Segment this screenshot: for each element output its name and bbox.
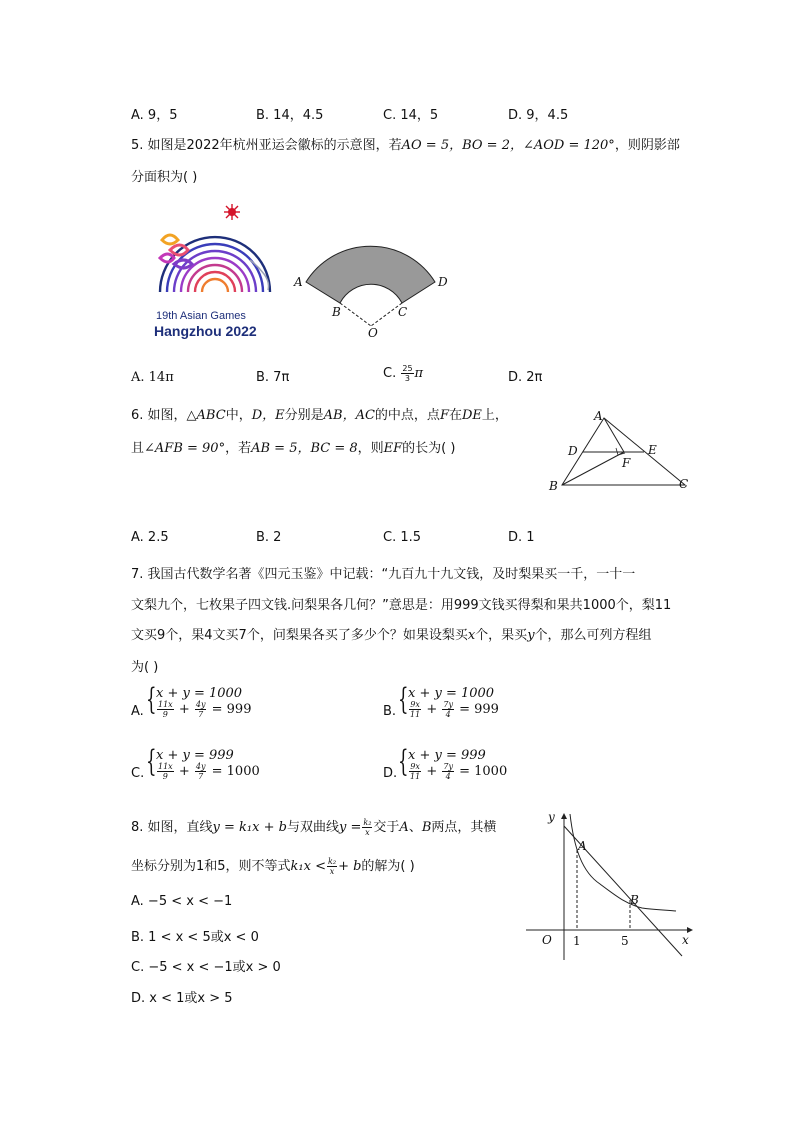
q7-l3-t0: 文买9个，果4文买7个，问梨果各买了多少个？如果设梨买 [131, 628, 468, 643]
q8-t2: 交于 [373, 820, 400, 835]
q6-l2-t3: 的长为( ) [402, 441, 456, 456]
q8-t4: 两点，其横 [431, 820, 497, 835]
q8-m2: y = [338, 820, 362, 835]
q5-c-label: C. [383, 366, 397, 381]
label-E: E [648, 443, 657, 457]
q7-a-d2: 7 [198, 710, 204, 719]
q6-l2-m3: EF [383, 441, 403, 456]
q8-fraction-k2-x [362, 818, 372, 837]
dashed-bo [340, 303, 371, 326]
q6-m2: D，E [251, 408, 285, 423]
label-C: C [679, 477, 689, 491]
hyperbola-curve [570, 814, 676, 911]
q8-l2-m1: k₁x < [290, 859, 326, 874]
q5-option-d: D. 2π [508, 370, 543, 385]
q6-l2-t0: 且 [131, 441, 145, 456]
q5-c-num: 25 [402, 364, 413, 373]
q7-d-eq2: $\frac{9x}{11}$ + $\frac{7y}{4}$ = 1000 [410, 762, 508, 781]
q7-a-eq2: $\frac{11x}{9}$ + $\frac{4y}{7}$ = 999 [158, 700, 252, 719]
q8-option-a: A. −5 < x < −1 [131, 894, 233, 909]
q7-c-d1: 9 [162, 772, 168, 781]
q5-fan-figure [290, 236, 460, 342]
label-B: B [630, 893, 639, 907]
label-O: O [542, 933, 552, 947]
q7-l3-m1: x [467, 628, 476, 643]
q7-a-rhs: = 999 [211, 702, 252, 717]
label-D: D [568, 444, 578, 458]
label-x: x [682, 933, 689, 947]
label-A: A [578, 839, 587, 853]
label-D: D [438, 275, 448, 289]
q7-stem-line1: 7. 我国古代数学名著《四元玉鉴》中记载：“九百九十九文钱，及时梨果买一千，一十一 [131, 567, 636, 582]
q8-option-d: D. x < 1或x > 5 [131, 991, 233, 1006]
q6-stem-line1 [131, 404, 508, 423]
segment-af [604, 418, 624, 452]
q6-triangle-figure [540, 402, 700, 497]
q8-l2-fd: x [329, 867, 335, 876]
q4-option-b: B. 14，4.5 [256, 108, 324, 123]
q6-m3: AB，AC [323, 408, 375, 423]
q7-d-eq1: x + y = 999 [408, 748, 486, 763]
q6-l2-t1: ，若 [225, 441, 252, 456]
q8-t1: 与双曲线 [286, 820, 339, 835]
brace-icon: { [146, 744, 157, 779]
q7-c-eq2: $\frac{11x}{9}$ + $\frac{4y}{7}$ = 1000 [158, 762, 260, 781]
q8-t3: 、 [408, 820, 422, 835]
q7-a-n1: 11x [158, 700, 173, 709]
q7-b-d2: 4 [445, 710, 451, 719]
q8-m4: B [421, 820, 432, 835]
q4-option-a: A. 9，5 [131, 108, 178, 123]
q7-l3-t1: 个，果买 [475, 628, 528, 643]
q5-c-pi: π [414, 366, 424, 381]
brace-icon: { [398, 744, 409, 779]
logo-text-asian-games: 19th Asian Games [156, 310, 246, 322]
q5-option-a: A. 14π [131, 370, 174, 385]
q8-fd: x [365, 828, 370, 837]
q7-c-n1: 11x [158, 762, 173, 771]
q5-c-fraction [401, 364, 413, 383]
q7-b-eq2: $\frac{9x}{11}$ + $\frac{7y}{4}$ = 999 [410, 700, 499, 719]
q7-c-eq1: x + y = 999 [156, 748, 234, 763]
q8-l2-t1: 的解为( ) [361, 859, 415, 874]
q8-stem-line1 [131, 816, 496, 837]
q7-b-rhs: = 999 [459, 702, 499, 717]
q7-option-b-system [398, 682, 538, 726]
q5-c-den: 3 [404, 374, 410, 383]
q7-stem-line3 [131, 624, 652, 643]
q6-t1: 中， [225, 408, 252, 423]
q7-d-d1: 11 [410, 772, 421, 781]
q6-option-b: B. 2 [256, 530, 282, 545]
q7-option-d-system [398, 744, 538, 788]
label-A: A [294, 275, 303, 289]
label-B: B [549, 479, 558, 493]
q7-stem-line2: 文梨九个，七枚果子四文钱.问梨果各几何？”意思是：用999文钱买得梨和果共1000个，梨11 [131, 598, 672, 613]
q5-stem-line1 [131, 134, 680, 153]
q7-option-c-system [146, 744, 286, 788]
q7-a-n2: 4y [195, 700, 206, 709]
q8-l2-t0: 坐标分别为1和5，则不等式 [131, 859, 291, 874]
q7-option-a-system [146, 682, 286, 726]
q7-a-d1: 9 [162, 710, 168, 719]
q7-stem-line4: 为( ) [131, 660, 159, 675]
q7-b-d1: 11 [410, 710, 421, 719]
q5-math: AO = 5，BO = 2，∠AOD = 120° [401, 138, 615, 153]
label-F: F [622, 456, 631, 470]
q6-option-a: A. 2.5 [131, 530, 169, 545]
q6-t0: 6. 如图， [131, 408, 187, 423]
label-A: A [594, 409, 603, 423]
q6-l2-m2: AB = 5，BC = 8 [251, 441, 358, 456]
q7-d-rhs: = 1000 [459, 764, 508, 779]
label-y: y [548, 810, 555, 824]
sun-icon [224, 204, 240, 220]
q7-b-n2: 7y [443, 700, 453, 709]
q8-m3: A [399, 820, 409, 835]
q7-l3-m2: y [527, 628, 535, 643]
q7-l3-t2: 个，那么可列方程组 [534, 628, 652, 643]
q8-l2-fraction [327, 857, 337, 876]
q6-t4: 在 [448, 408, 462, 423]
q4-option-c: C. 14，5 [383, 108, 439, 123]
q7-option-a-label: A. [131, 704, 144, 719]
label-O: O [368, 326, 378, 340]
brace-icon: { [146, 682, 157, 717]
q7-option-c-label: C. [131, 766, 145, 781]
q8-l2-fn: k₂ [328, 857, 337, 866]
q7-option-d-label: D. [383, 766, 398, 781]
q8-graph [520, 808, 700, 968]
q5-text: 5. 如图是2022年杭州亚运会徽标的示意图，若 [131, 138, 402, 153]
q8-m1: y = k₁x + b [212, 820, 287, 835]
q7-option-b-label: B. [383, 704, 397, 719]
q5-option-b: B. 7π [256, 370, 290, 385]
tick-5: 5 [621, 934, 629, 948]
q6-option-d: D. 1 [508, 530, 535, 545]
q7-d-n1: 9x [410, 762, 420, 771]
q4-option-d: D. 9，4.5 [508, 108, 569, 123]
q6-l2-m1: ∠AFB = 90° [144, 441, 226, 456]
q8-l2-m2: + b [338, 859, 362, 874]
q6-l2-t2: ，则 [357, 441, 384, 456]
q5-option-c [383, 364, 423, 383]
hangzhou-asian-games-logo [140, 200, 290, 345]
q7-a-eq1: x + y = 1000 [156, 686, 243, 701]
q7-c-d2: 7 [198, 772, 204, 781]
q6-m5: DE [461, 408, 482, 423]
q6-t2: 分别是 [284, 408, 324, 423]
label-B: B [332, 305, 341, 319]
q6-m1: △ABC [186, 408, 226, 423]
q8-option-c: C. −5 < x < −1或x > 0 [131, 960, 281, 975]
q8-t0: 8. 如图，直线 [131, 820, 213, 835]
q8-option-b: B. 1 < x < 5或x < 0 [131, 930, 259, 945]
q8-stem-line2 [131, 855, 415, 876]
q6-t3: 的中点，点 [374, 408, 440, 423]
q8-fn: k₂ [363, 818, 372, 827]
q7-c-n2: 4y [195, 762, 206, 771]
q6-option-c: C. 1.5 [383, 530, 422, 545]
tick-1: 1 [573, 934, 581, 948]
q7-b-n1: 9x [410, 700, 420, 709]
label-C: C [398, 305, 408, 319]
q7-d-d2: 4 [445, 772, 451, 781]
q6-t5: 上， [481, 408, 508, 423]
q7-d-n2: 7y [443, 762, 453, 771]
logo-text-hangzhou: Hangzhou 2022 [154, 323, 257, 339]
q6-stem-line2 [131, 437, 455, 456]
q7-c-rhs: = 1000 [211, 764, 260, 779]
q5-stem-line2: 分面积为( ) [131, 170, 198, 185]
brace-icon: { [398, 682, 409, 717]
shaded-sector [306, 246, 435, 303]
q5-text-end: ，则阴影部 [614, 138, 680, 153]
q7-b-eq1: x + y = 1000 [408, 686, 495, 701]
q6-m4: F [439, 408, 449, 423]
